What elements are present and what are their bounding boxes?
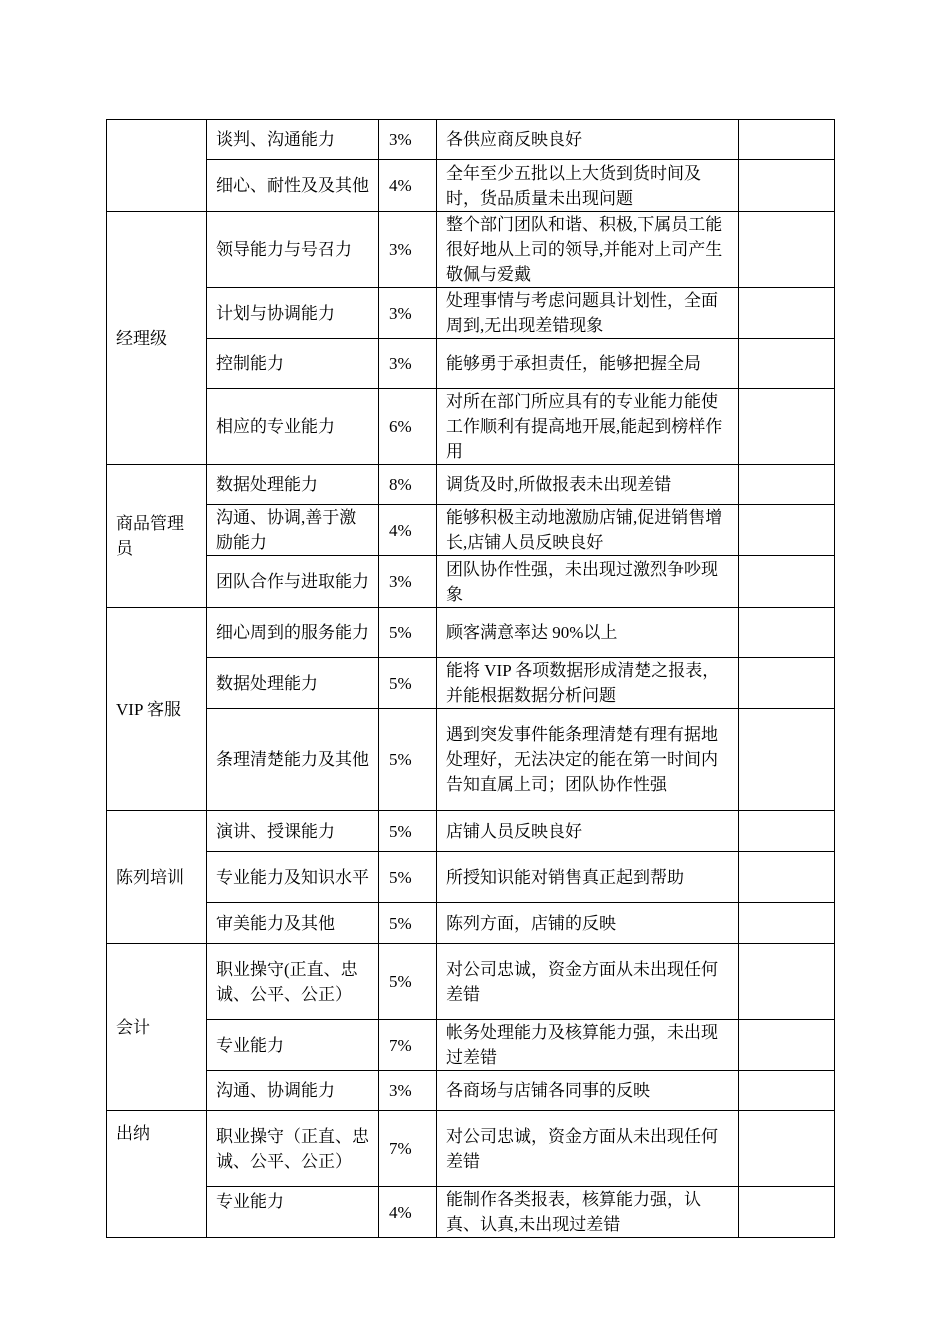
score-cell [739, 556, 835, 608]
weight-value: 5% [379, 658, 437, 709]
category-cell: VIP 客服 [107, 608, 207, 811]
category-cell: 会计 [107, 944, 207, 1111]
standard-text: 对公司忠诚，资金方面从未出现任何差错 [437, 944, 739, 1020]
score-cell [739, 709, 835, 811]
category-cell: 商品管理员 [107, 465, 207, 608]
weight-value: 5% [379, 903, 437, 944]
ability-item: 计划与协调能力 [207, 288, 379, 339]
ability-item: 沟通、协调,善于激励能力 [207, 505, 379, 556]
score-cell [739, 1111, 835, 1187]
standard-text: 遇到突发事件能条理清楚有理有据地处理好，无法决定的能在第一时间内告知直属上司；团队协作性强 [437, 709, 739, 811]
score-cell [739, 608, 835, 658]
weight-value: 3% [379, 288, 437, 339]
score-cell [739, 1187, 835, 1238]
category-cell: 陈列培训 [107, 811, 207, 944]
ability-item: 专业能力 [207, 1020, 379, 1071]
evaluation-table [106, 119, 835, 1238]
table-row [107, 465, 835, 505]
ability-item: 数据处理能力 [207, 658, 379, 709]
standard-text: 处理事情与考虑问题具计划性，全面周到,无出现差错现象 [437, 288, 739, 339]
score-cell [739, 1020, 835, 1071]
weight-value: 4% [379, 1187, 437, 1238]
table-row [107, 944, 835, 1020]
ability-item: 领导能力与号召力 [207, 212, 379, 288]
weight-value: 5% [379, 852, 437, 903]
ability-item: 细心周到的服务能力 [207, 608, 379, 658]
standard-text: 整个部门团队和谐、积极,下属员工能很好地从上司的领导,并能对上司产生敬佩与爱戴 [437, 212, 739, 288]
ability-item: 审美能力及其他 [207, 903, 379, 944]
score-cell [739, 339, 835, 389]
ability-item: 细心、耐性及及其他 [207, 160, 379, 212]
standard-text: 对所在部门所应具有的专业能力能使工作顺利有提高地开展,能起到榜样作用 [437, 389, 739, 465]
standard-text: 能制作各类报表，核算能力强，认真、认真,未出现过差错 [437, 1187, 739, 1238]
score-cell [739, 288, 835, 339]
ability-item: 相应的专业能力 [207, 389, 379, 465]
score-cell [739, 160, 835, 212]
table-row [107, 658, 835, 709]
ability-item: 谈判、沟通能力 [207, 120, 379, 160]
score-cell [739, 811, 835, 852]
category-cell: 出纳 [107, 1111, 207, 1238]
ability-item: 专业能力及知识水平 [207, 852, 379, 903]
ability-item: 团队合作与进取能力 [207, 556, 379, 608]
table-row [107, 120, 835, 160]
table-row [107, 505, 835, 556]
table-row [107, 160, 835, 212]
score-cell [739, 852, 835, 903]
standard-text: 所授知识能对销售真正起到帮助 [437, 852, 739, 903]
weight-value: 3% [379, 339, 437, 389]
standard-text: 各供应商反映良好 [437, 120, 739, 160]
weight-value: 5% [379, 709, 437, 811]
score-cell [739, 1071, 835, 1111]
score-cell [739, 212, 835, 288]
table-row [107, 1071, 835, 1111]
table-row [107, 852, 835, 903]
weight-value: 4% [379, 505, 437, 556]
standard-text: 团队协作性强，未出现过激烈争吵现象 [437, 556, 739, 608]
ability-item: 演讲、授课能力 [207, 811, 379, 852]
weight-value: 7% [379, 1111, 437, 1187]
weight-value: 7% [379, 1020, 437, 1071]
table-row [107, 288, 835, 339]
score-cell [739, 465, 835, 505]
standard-text: 陈列方面，店铺的反映 [437, 903, 739, 944]
ability-item: 职业操守(正直、忠诚、公平、公正） [207, 944, 379, 1020]
standard-text: 对公司忠诚，资金方面从未出现任何差错 [437, 1111, 739, 1187]
standard-text: 顾客满意率达 90%以上 [437, 608, 739, 658]
score-cell [739, 389, 835, 465]
category-cell: 经理级 [107, 212, 207, 465]
weight-value: 3% [379, 212, 437, 288]
table-row [107, 1111, 835, 1187]
standard-text: 调货及时,所做报表未出现差错 [437, 465, 739, 505]
weight-value: 6% [379, 389, 437, 465]
category-cell [107, 120, 207, 212]
weight-value: 4% [379, 160, 437, 212]
score-cell [739, 120, 835, 160]
weight-value: 5% [379, 944, 437, 1020]
standard-text: 各商场与店铺各同事的反映 [437, 1071, 739, 1111]
standard-text: 帐务处理能力及核算能力强，未出现过差错 [437, 1020, 739, 1071]
ability-item: 沟通、协调能力 [207, 1071, 379, 1111]
table-row [107, 1020, 835, 1071]
table-row [107, 389, 835, 465]
score-cell [739, 903, 835, 944]
table-row [107, 556, 835, 608]
table-row [107, 212, 835, 288]
ability-item: 专业能力 [207, 1187, 379, 1238]
ability-item: 数据处理能力 [207, 465, 379, 505]
weight-value: 5% [379, 608, 437, 658]
table-row [107, 1187, 835, 1238]
ability-item: 条理清楚能力及其他 [207, 709, 379, 811]
standard-text: 全年至少五批以上大货到货时间及时，货品质量未出现问题 [437, 160, 739, 212]
weight-value: 3% [379, 556, 437, 608]
standard-text: 店铺人员反映良好 [437, 811, 739, 852]
weight-value: 5% [379, 811, 437, 852]
standard-text: 能将 VIP 各项数据形成清楚之报表，并能根据数据分析问题 [437, 658, 739, 709]
score-cell [739, 658, 835, 709]
standard-text: 能够积极主动地激励店铺,促进销售增长,店铺人员反映良好 [437, 505, 739, 556]
table-row [107, 709, 835, 811]
ability-item: 职业操守（正直、忠诚、公平、公正） [207, 1111, 379, 1187]
weight-value: 3% [379, 1071, 437, 1111]
weight-value: 8% [379, 465, 437, 505]
table-row [107, 811, 835, 852]
table-row [107, 339, 835, 389]
score-cell [739, 505, 835, 556]
ability-item: 控制能力 [207, 339, 379, 389]
standard-text: 能够勇于承担责任，能够把握全局 [437, 339, 739, 389]
table-row [107, 608, 835, 658]
table-row [107, 903, 835, 944]
score-cell [739, 944, 835, 1020]
weight-value: 3% [379, 120, 437, 160]
